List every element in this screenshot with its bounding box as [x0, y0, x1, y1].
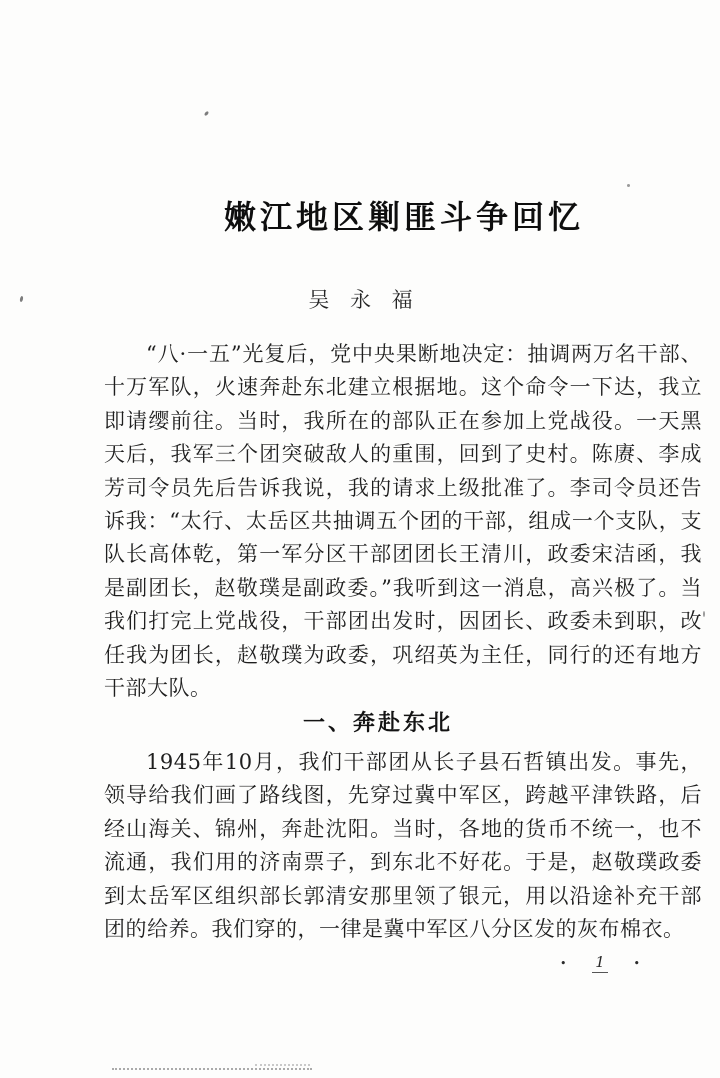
scan-artifact: [627, 184, 630, 187]
scan-artifact: [19, 296, 23, 302]
page-number: 1: [592, 954, 608, 973]
intro-paragraph: “八·一五”光复后，党中央果断地决定：抽调两万名干部、十万军队，火速奔赴东北建立根据地。这个命令一下达，我立即请缨前往。当时，我所在的部队正在参加上党战役。一天黑天后，我军三个团突破敌人的重围，回到了史村。陈赓、李成芳司令员先后告诉我说，我的请求上级批准了。李司令员还告诉我：“太行、太岳区共抽调五个团的干部，组成一个支队，支队长高体乾，第一军分区干部团团长王清川，政委宋洁函，我是副团长，赵敬璞是副政委。”我听到这一消息，高兴极了。当我们打完上党战役，干部团出发时，因团长、政委未到职，改任我为团长，赵敬璞为政委，巩绍英为主任，同行的还有地方干部大队。: [104, 342, 702, 701]
page-footer: [560, 954, 640, 973]
section-paragraph: 1945年10月，我们干部团从长子县石哲镇出发。事先，领导给我们画了路线图，先穿过冀中军区，跨越平津铁路，后经山海关、锦州，奔赴沈阳。当时，各地的货币不统一，也不流通，我们用的济南票子，到东北不好花。于是，赵敬璞政委到太岳军区组织部长郭清安那里领了银元，用以沿途补充干部团的给养。我们穿的，一律是冀中军区八分区发的灰布棉衣。: [104, 750, 702, 942]
section-heading: 一、奔赴东北: [302, 710, 453, 736]
scan-artifact: [204, 111, 210, 117]
footer-dot-right: •: [633, 956, 640, 970]
footer-dot-left: •: [560, 956, 567, 970]
scan-edge-noise: [255, 1064, 310, 1066]
author-name: 吴 永 福: [308, 288, 420, 312]
scan-artifact: [703, 611, 705, 617]
article-title: 嫩江地区剿匪斗争回忆: [223, 198, 584, 236]
scan-edge-noise: [112, 1068, 312, 1070]
